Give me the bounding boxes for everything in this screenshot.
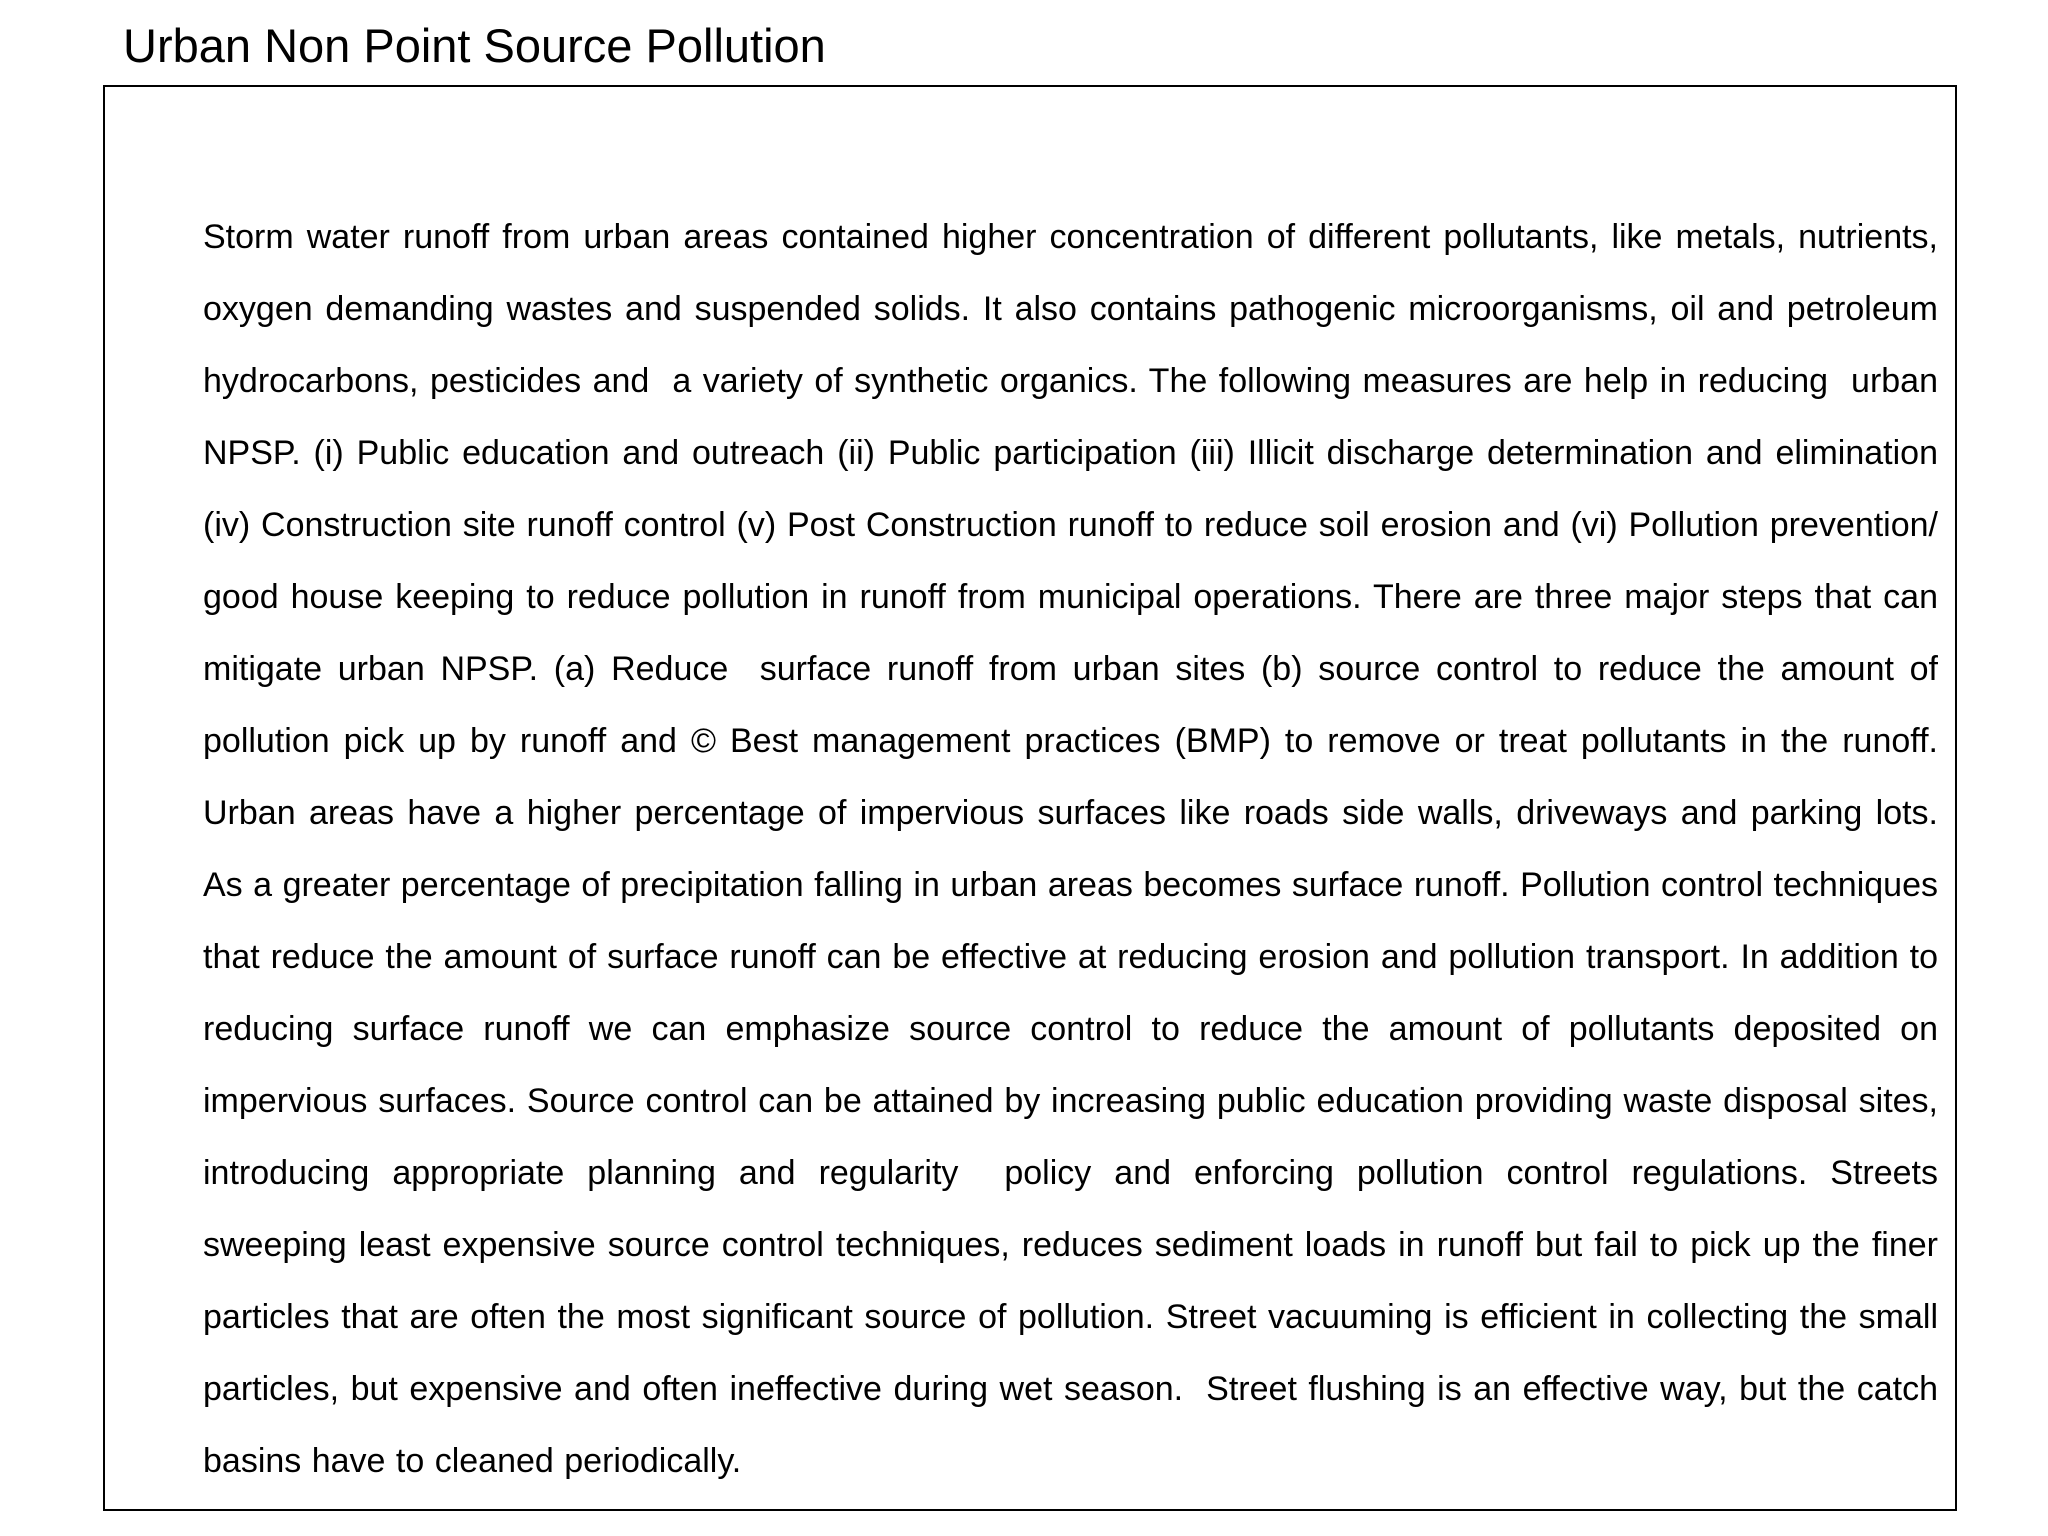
page-title: Urban Non Point Source Pollution	[123, 19, 826, 72]
content-box	[103, 85, 1957, 1511]
body-paragraph: Storm water runoff from urban areas contained higher concentration of different pollutants, like metals, nutrients, oxygen demanding wastes and suspended solids. It also contains pathogenic microorganisms, oil and petroleum hydrocarbons, pesticides and a variety of synthetic organics. The following measures are help in reducing urban NPSP. (i) Public education and outreach (ii) Public participation (iii) Illicit discharge determination and elimination (iv) Construction site runoff control (v) Post Construction runoff to reduce soil erosion and (vi) Pollution prevention/ good house keeping to reduce pollution in runoff from municipal operations. There are three major steps that can mitigate urban NPSP. (a) Reduce surface runoff from urban sites (b) source control to reduce the amount of pollution pick up by runoff and © Best management practices (BMP) to remove or treat pollutants in the runoff. Urban areas have a higher percentage of impervious surfaces like roads side walls, driveways and parking lots. As a greater percentage of precipitation falling in urban areas becomes surface runoff. Pollution control techniques that reduce the amount of surface runoff can be effective at reducing erosion and pollution transport. In addition to reducing surface runoff we can emphasize source control to reduce the amount of pollutants deposited on impervious surfaces. Source control can be attained by increasing public education providing waste disposal sites, introducing appropriate planning and regularity policy and enforcing pollution control regulations. Streets sweeping least expensive source control techniques, reduces sediment loads in runoff but fail to pick up the finer particles that are often the most significant source of pollution. Street vacuuming is efficient in collecting the small particles, but expensive and often ineffective during wet season. Street flushing is an effective way, but the catch basins have to cleaned periodically.	[203, 218, 1949, 1480]
